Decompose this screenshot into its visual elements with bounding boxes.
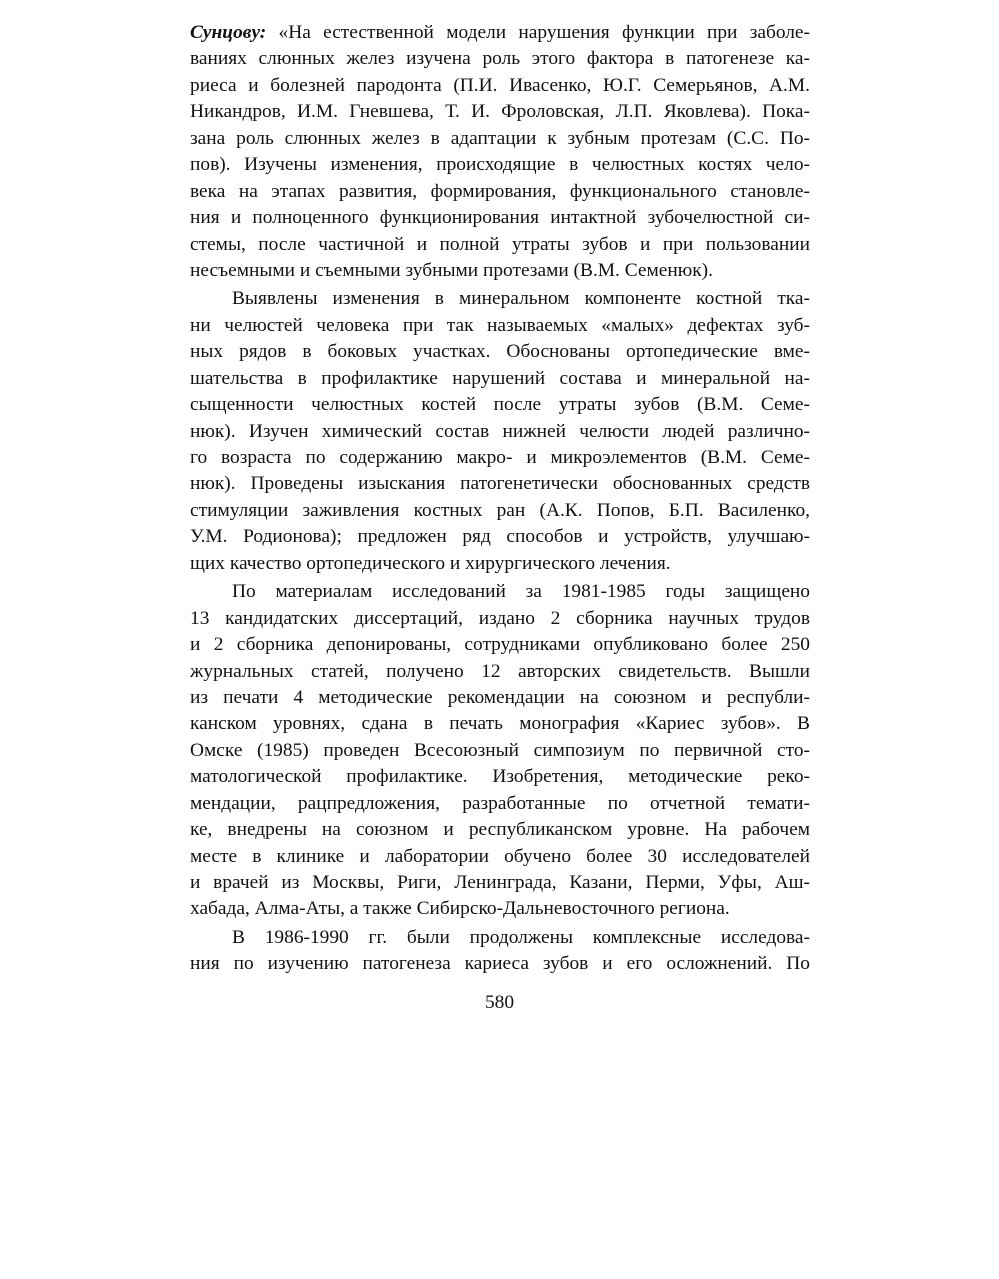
text-line: го возраста по содержанию макро- и микроэлементов (В.М. Семе-	[190, 447, 810, 468]
text-line: нюк). Изучен химический состав нижней челюсти людей различно-	[190, 420, 810, 442]
lead-name: Сунцову:	[190, 22, 267, 43]
text-line: и врачей из Москвы, Риги, Ленинграда, Казани, Перми, Уфы, Аш-	[190, 872, 810, 893]
text-line: канском уровнях, сдана в печать монография «Кариес зубов». В	[190, 713, 810, 735]
text-line: пов). Изучены изменения, происходящие в челюстных костях чело-	[190, 154, 810, 176]
text-line: сыщенности челюстных костей после утраты зубов (В.М. Семе-	[190, 394, 810, 416]
paragraph-1	[190, 20, 810, 284]
text-line: шательства в профилактике нарушений состава и минеральной на-	[190, 367, 810, 389]
text-line: 13 кандидатских диссертаций, издано 2 сборника научных трудов	[190, 607, 810, 629]
text-line-content: «На естественной модели нарушения функции при заболе-	[266, 22, 810, 43]
text-line: журнальных статей, получено 12 авторских свидетельств. Вышли	[190, 660, 810, 682]
text-line: мендации, рацпредложения, разработанные по отчетной темати-	[190, 792, 810, 814]
text-line: века на этапах развития, формирования, функционального становле-	[190, 180, 810, 202]
page-number: 580	[484, 992, 515, 1013]
text-line: У.М. Родионова); предложен ряд способов и устройств, улучшаю-	[190, 526, 810, 548]
text-line: матологической профилактике. Изобретения, методические реко-	[190, 766, 810, 788]
text-line: В 1986-1990 гг. были продолжены комплексные исследова-	[232, 926, 810, 948]
text-line: стимуляции заживления костных ран (А.К. Попов, Б.П. Василенко,	[190, 499, 810, 521]
text-line: щих качество ортопедического и хирургического лечения.	[190, 552, 671, 574]
text-line: ния и полноценного функционирования интактной зубочелюстной си-	[190, 207, 810, 229]
text-line: стемы, после частичной и полной утраты зубов и при пользовании	[190, 233, 810, 255]
body-text	[190, 20, 810, 978]
text-line: Выявлены изменения в минеральном компоненте костной тка-	[232, 288, 810, 310]
text-line: месте в клинике и лаборатории обучено более 30 исследователей	[190, 845, 810, 867]
text-line: По материалам исследований за 1981-1985 годы защищено	[232, 581, 810, 603]
text-line	[190, 20, 810, 46]
text-line: несъемными и съемными зубными протезами (В.М. Семенюк).	[190, 259, 713, 281]
text-line: ваниях слюнных желез изучена роль этого фактора в патогенезе ка-	[190, 48, 810, 70]
text-line: из печати 4 методические рекомендации на союзном и республи-	[190, 686, 810, 708]
text-line: риеса и болезней пародонта (П.И. Ивасенко, Ю.Г. Семерьянов, А.М.	[190, 74, 810, 96]
paragraph-3	[190, 579, 810, 923]
paragraph-2	[190, 286, 810, 577]
paragraph-4	[190, 925, 810, 978]
text-line: хабада, Алма-Аты, а также Сибирско-Дальневосточного региона.	[190, 898, 730, 920]
text-line: Никандров, И.М. Гневшева, Т. И. Фроловская, Л.П. Яковлева). Пока-	[190, 101, 810, 123]
text-line: Омске (1985) проведен Всесоюзный симпозиум по первичной сто-	[190, 739, 810, 761]
text-line: ни челюстей человека при так называемых «малых» дефектах зуб-	[190, 314, 810, 336]
text-line: ния по изучению патогенеза кариеса зубов и его осложнений. По	[190, 953, 810, 975]
text-line: зана роль слюнных желез в адаптации к зубным протезам (С.С. По-	[190, 127, 810, 149]
text-line: ке, внедрены на союзном и республиканском уровне. На рабочем	[190, 819, 810, 841]
text-line: ных рядов в боковых участках. Обоснованы ортопедические вме-	[190, 341, 810, 363]
text-line: и 2 сборника депонированы, сотрудниками опубликовано более 250	[190, 634, 810, 656]
text-line: нюк). Проведены изыскания патогенетически обоснованных средств	[190, 473, 810, 495]
